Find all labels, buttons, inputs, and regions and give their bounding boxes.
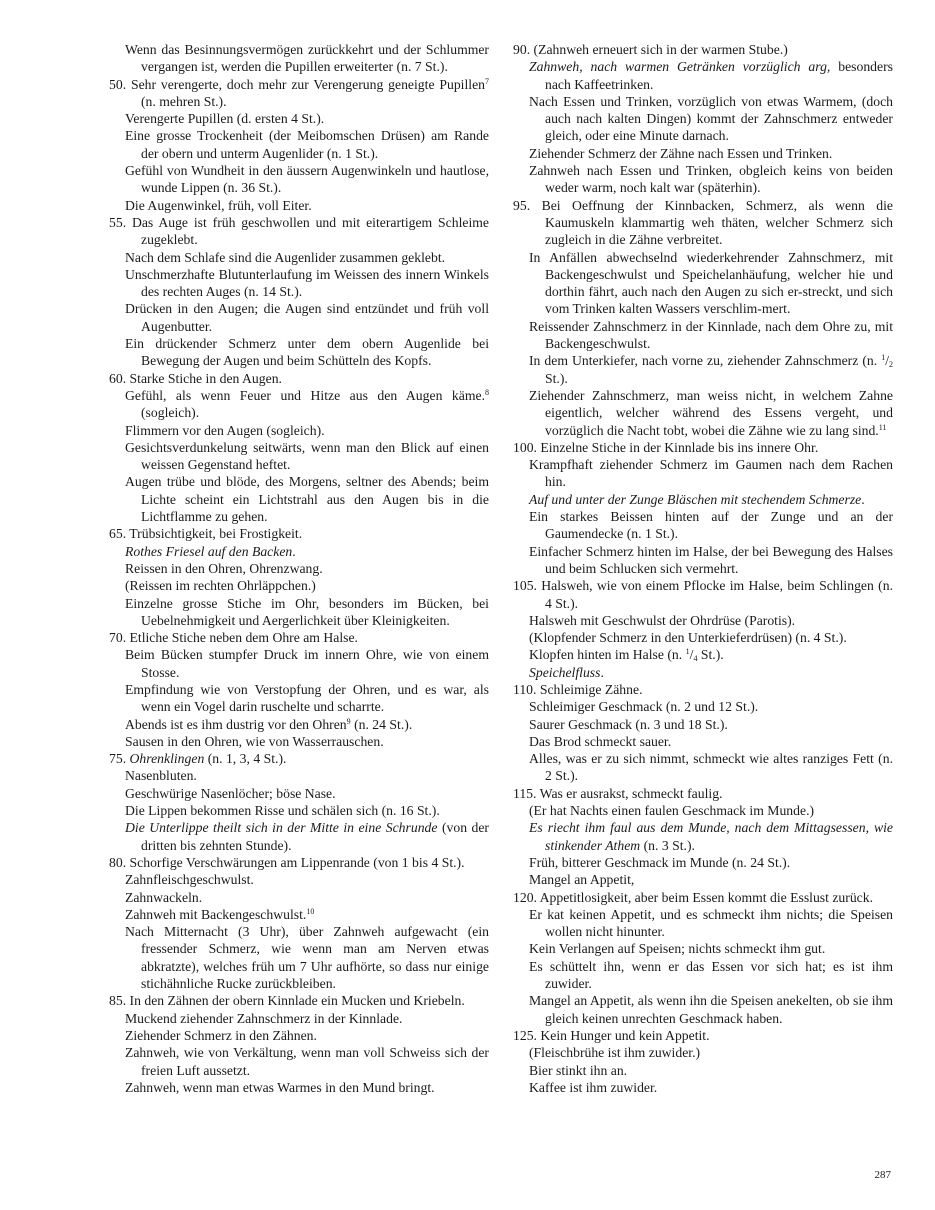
entry-text: 55. Das Auge ist früh geschwollen und mit eiterartigem Schleime zugeklebt. bbox=[109, 214, 489, 248]
entry-text: (n. mehren St.). bbox=[141, 93, 227, 109]
entry-text: . bbox=[861, 491, 865, 507]
symptom-entry bbox=[109, 595, 489, 630]
symptom-entry bbox=[109, 1010, 489, 1027]
entry-text: Sausen in den Ohren, wie von Wasserrauschen. bbox=[125, 733, 384, 749]
symptom-entry bbox=[109, 733, 489, 750]
entry-text: 65. Trübsichtigkeit, bei Frostigkeit. bbox=[109, 526, 303, 542]
italic-text: Die Unterlippe theilt sich in der Mitte in eine Schrunde bbox=[125, 820, 438, 836]
entry-text: In Anfällen abwechselnd wiederkehrender Zahnschmerz, mit Backengeschwulst und Speichelanhäufung, welcher hie und dorthin fährt, auch nach den Augen zu sich er-streckt, und sich vom Trinken kalten Wassers verschlim-mert. bbox=[529, 249, 893, 317]
symptom-entry bbox=[109, 767, 489, 784]
symptom-entry bbox=[109, 785, 489, 802]
italic-text: Rothes Friesel auf den Backen bbox=[125, 543, 293, 559]
entry-text: St.). bbox=[545, 370, 568, 386]
symptom-entry bbox=[109, 110, 489, 127]
symptom-entry bbox=[513, 456, 893, 491]
symptom-entry bbox=[109, 543, 489, 560]
entry-text: Kaffee ist ihm zuwider. bbox=[529, 1079, 658, 1095]
page-number: 287 bbox=[874, 1169, 891, 1181]
entry-text: Zahnwackeln. bbox=[125, 889, 203, 905]
numbered-entry bbox=[513, 41, 893, 58]
symptom-entry bbox=[513, 318, 893, 353]
entry-text: Gefühl von Wundheit in den äussern Augenwinkeln und hautlose, wunde Lippen (n. 36 St.). bbox=[125, 163, 489, 196]
numbered-entry bbox=[109, 214, 489, 249]
entry-text: Es schüttelt ihn, wenn er das Essen vor sich hat; es ist ihm zuwider. bbox=[529, 958, 893, 992]
numbered-entry bbox=[109, 76, 489, 111]
left-column bbox=[109, 41, 489, 1096]
right-column bbox=[513, 41, 893, 1096]
numbered-entry bbox=[109, 629, 489, 646]
numbered-entry bbox=[513, 197, 893, 249]
entry-text: Zahnweh nach Essen und Trinken, obgleich keins von beiden weder warm, noch kalt war (späterhin). bbox=[529, 163, 893, 196]
symptom-entry bbox=[109, 577, 489, 594]
numbered-entry bbox=[109, 750, 489, 767]
entry-text: Ziehender Schmerz der Zähne nach Essen und Trinken. bbox=[529, 145, 833, 161]
entry-text: 75. bbox=[109, 751, 130, 767]
symptom-entry bbox=[109, 266, 489, 301]
entry-text: 90. (Zahnweh erneuert sich in der warmen Stube.) bbox=[513, 42, 788, 57]
symptom-entry bbox=[109, 560, 489, 577]
entry-text: Das Brod schmeckt sauer. bbox=[529, 733, 672, 749]
entry-text: Reissender Zahnschmerz in der Kinnlade, nach dem Ohre zu, mit Backengeschwulst. bbox=[529, 318, 893, 352]
entry-text: Saurer Geschmack (n. 3 und 18 St.). bbox=[529, 716, 728, 732]
numbered-entry bbox=[513, 889, 893, 906]
entry-text: Muckend ziehender Zahnschmerz in der Kinnlade. bbox=[125, 1010, 403, 1026]
entry-text: Alles, was er zu sich nimmt, schmeckt wie altes ranziges Fett (n. 2 St.). bbox=[529, 751, 893, 784]
entry-text: Er kat keinen Appetit, und es schmeckt ihm nichts; die Speisen wollen nicht hinunter. bbox=[529, 906, 893, 940]
entry-text: Klopfen hinten im Halse (n. bbox=[529, 647, 686, 663]
footnote-ref: 9 bbox=[346, 716, 351, 726]
entry-text: Geschwürige Nasenlöcher; böse Nase. bbox=[125, 785, 336, 801]
entry-text: 125. Kein Hunger und kein Appetit. bbox=[513, 1027, 710, 1043]
entry-text: 120. Appetitlosigkeit, aber beim Essen kommt die Esslust zurück. bbox=[513, 889, 874, 905]
symptom-entry bbox=[513, 1079, 893, 1096]
symptom-entry bbox=[109, 1044, 489, 1079]
entry-text: 95. Bei Oeffnung der Kinnbacken, Schmerz, als wenn die Kaumuskeln klammartig weh thäten, welcher Schmerz sich zugleich in die Zähne verbreitet. bbox=[513, 197, 893, 248]
symptom-entry bbox=[513, 819, 893, 854]
entry-text: Die Augenwinkel, früh, voll Eiter. bbox=[125, 197, 312, 213]
entry-text: 70. Etliche Stiche neben dem Ohre am Halse. bbox=[109, 630, 358, 646]
entry-text: Mangel an Appetit, bbox=[529, 872, 635, 888]
entry-text: Nach Essen und Trinken, vorzüglich von etwas Warmem, (doch auch nach kalten Dingen) kommt der Zahnschmerz entweder gleich, oder eine Minute darnach. bbox=[529, 93, 893, 144]
entry-text: (Klopfender Schmerz in den Unterkieferdrüsen) (n. 4 St.). bbox=[529, 630, 847, 646]
entry-text: (Reissen im rechten Ohrläppchen.) bbox=[125, 578, 316, 594]
symptom-entry bbox=[513, 750, 893, 785]
entry-text: Reissen in den Ohren, Ohrenzwang. bbox=[125, 560, 323, 576]
footnote-ref: 7 bbox=[485, 76, 489, 86]
fraction bbox=[686, 647, 698, 662]
symptom-entry bbox=[109, 197, 489, 214]
entry-text: Krampfhaft ziehender Schmerz im Gaumen nach dem Rachen hin. bbox=[529, 457, 893, 490]
entry-text: (Fleischbrühe ist ihm zuwider.) bbox=[529, 1045, 701, 1061]
entry-text: 85. In den Zähnen der obern Kinnlade ein Mucken und Kriebeln. bbox=[109, 993, 465, 1009]
entry-text: Ein starkes Beissen hinten auf der Zunge und an der Gaumendecke (n. 1 St.). bbox=[529, 509, 893, 542]
symptom-entry bbox=[513, 352, 893, 387]
italic-text: Auf und unter der Zunge Bläschen mit stechendem Schmerze bbox=[529, 491, 862, 507]
entry-text: St.). bbox=[697, 647, 724, 663]
entry-text: 50. Sehr verengerte, doch mehr zur Verengerung geneigte Pupillen bbox=[109, 76, 485, 92]
footnote-ref: 8 bbox=[485, 387, 489, 397]
numbered-entry bbox=[513, 785, 893, 802]
entry-text: Augen trübe und blöde, des Morgens, seltner des Abends; beim Lichte scheint ein Lichtstrahl aus den Augen bis in die Lichtflamme zu gehen. bbox=[125, 474, 489, 525]
entry-text: Schleimiger Geschmack (n. 2 und 12 St.). bbox=[529, 699, 759, 715]
symptom-entry bbox=[109, 162, 489, 197]
symptom-entry bbox=[513, 58, 893, 93]
symptom-entry bbox=[513, 664, 893, 681]
entry-text: (n. 3 St.). bbox=[640, 837, 695, 853]
entry-text: 115. Was er ausrakst, schmeckt faulig. bbox=[513, 785, 723, 801]
numbered-entry bbox=[109, 854, 489, 871]
entry-text: Gesichtsverdunkelung seitwärts, wenn man den Blick auf einen weissen Gegenstand heftet. bbox=[125, 439, 489, 473]
entry-text: Eine grosse Trockenheit (der Meibomschen Drüsen) am Rande der obern und unterm Augenlider (n. 1 St.). bbox=[125, 128, 489, 161]
symptom-entry bbox=[109, 473, 489, 525]
symptom-entry bbox=[109, 1027, 489, 1044]
footnote-ref: 10 bbox=[306, 906, 315, 916]
fraction-slash: / bbox=[689, 647, 694, 663]
symptom-entry bbox=[513, 698, 893, 715]
entry-text: . bbox=[292, 543, 296, 559]
entry-text: (sogleich). bbox=[141, 405, 200, 421]
entry-text: Zahnweh mit Backengeschwulst. bbox=[125, 906, 307, 922]
symptom-entry bbox=[513, 145, 893, 162]
fraction-slash: / bbox=[885, 353, 889, 369]
entry-text: Halsweh mit Geschwulst der Ohrdrüse (Parotis). bbox=[529, 612, 796, 628]
fraction bbox=[881, 353, 893, 368]
symptom-entry bbox=[513, 387, 893, 439]
symptom-entry bbox=[513, 733, 893, 750]
entry-text: Zahnfleischgeschwulst. bbox=[125, 872, 254, 888]
symptom-entry bbox=[109, 387, 489, 422]
numbered-entry bbox=[513, 439, 893, 456]
symptom-entry bbox=[513, 871, 893, 888]
symptom-entry bbox=[109, 871, 489, 888]
symptom-entry bbox=[109, 439, 489, 474]
entry-text: 60. Starke Stiche in den Augen. bbox=[109, 370, 282, 386]
symptom-entry bbox=[513, 992, 893, 1027]
entry-text: Wenn das Besinnungsvermögen zurückkehrt und der Schlummer vergangen ist, werden die Pupillen erweiterter (n. 7 St.). bbox=[125, 42, 489, 75]
symptom-entry bbox=[513, 940, 893, 957]
symptom-entry bbox=[513, 612, 893, 629]
italic-text: Es riecht ihm faul aus dem Munde, nach dem Mittagsessen, wie stinkender Athem bbox=[529, 820, 893, 853]
symptom-entry bbox=[109, 300, 489, 335]
entry-text: Ziehender Zahnschmerz, man weiss nicht, in welchem Zahne eigentlich, welcher während des Essens vergeht, und vorzüglich die Nacht tobt, wobei die Zähne wie zu lang sind. bbox=[529, 387, 893, 438]
symptom-entry bbox=[513, 958, 893, 993]
fraction-denominator: 4 bbox=[693, 654, 698, 664]
entry-text: Abends ist es ihm dustrig vor den Ohren bbox=[125, 716, 347, 732]
symptom-entry bbox=[513, 249, 893, 318]
symptom-entry bbox=[513, 1044, 893, 1061]
entry-text: (n. 1, 3, 4 St.). bbox=[204, 751, 287, 767]
numbered-entry bbox=[109, 992, 489, 1009]
entry-text: Flimmern vor den Augen (sogleich). bbox=[125, 422, 325, 438]
symptom-entry bbox=[513, 162, 893, 197]
numbered-entry bbox=[513, 681, 893, 698]
entry-text: Unschmerzhafte Blutunterlaufung im Weissen des innern Winkels des rechten Auges (n. 14 St.). bbox=[125, 266, 489, 300]
symptom-entry bbox=[109, 335, 489, 370]
symptom-entry bbox=[109, 646, 489, 681]
symptom-entry bbox=[109, 802, 489, 819]
entry-text: Empfindung wie von Verstopfung der Ohren, und es war, als wenn ein Vogel darin ruschelte und scharrte. bbox=[125, 681, 489, 715]
symptom-entry bbox=[109, 422, 489, 439]
numbered-entry bbox=[109, 370, 489, 387]
entry-text: 80. Schorfige Verschwärungen am Lippenrande (von 1 bis 4 St.). bbox=[109, 854, 465, 870]
entry-text: Einzelne grosse Stiche im Ohr, besonders im Bücken, bei Uebelnehmigkeit und Aergerlichkeit über Kleinigkeiten. bbox=[125, 595, 489, 628]
entry-text: Verengerte Pupillen (d. ersten 4 St.). bbox=[125, 111, 325, 127]
entry-text: Früh, bitterer Geschmack im Munde (n. 24 St.). bbox=[529, 854, 791, 870]
symptom-entry bbox=[513, 93, 893, 145]
symptom-entry bbox=[109, 1079, 489, 1096]
symptom-entry bbox=[109, 906, 489, 923]
entry-text: Nach dem Schlafe sind die Augenlider zusammen geklebt. bbox=[125, 249, 446, 265]
entry-text: Kein Verlangen auf Speisen; nichts schmeckt ihm gut. bbox=[529, 941, 826, 957]
fraction-denominator: 2 bbox=[889, 360, 893, 370]
footnote-ref: 11 bbox=[878, 422, 887, 432]
entry-text: (Er hat Nachts einen faulen Geschmack im Munde.) bbox=[529, 803, 815, 819]
symptom-entry bbox=[513, 629, 893, 646]
symptom-entry bbox=[109, 889, 489, 906]
entry-text: Nach Mitternacht (3 Uhr), über Zahnweh aufgewacht (ein fressender Schmerz, wie wenn man am Nerven etwas abkratzte), welches früh um 7 Uhr aufhörte, so dass nur einige stichähnliche Rucke zurückbleiben. bbox=[125, 924, 489, 992]
entry-text: Ein drückender Schmerz unter dem obern Augenlide bei Bewegung der Augen und beim Schütteln des Kopfs. bbox=[125, 336, 489, 369]
entry-text: Drücken in den Augen; die Augen sind entzündet und früh voll Augenbutter. bbox=[125, 301, 489, 334]
entry-text: In dem Unterkiefer, nach vorne zu, ziehender Zahnschmerz (n. bbox=[529, 353, 882, 369]
symptom-entry bbox=[109, 923, 489, 992]
entry-text: Die Lippen bekommen Risse und schälen sich (n. 16 St.). bbox=[125, 803, 440, 819]
symptom-entry bbox=[513, 802, 893, 819]
numbered-entry bbox=[109, 525, 489, 542]
entry-text: Einfacher Schmerz hinten im Halse, der bei Bewegung des Halses und beim Schlucken sich vermehrt. bbox=[529, 543, 893, 576]
entry-text: Bier stinkt ihn an. bbox=[529, 1062, 628, 1078]
entry-text: 105. Halsweh, wie von einem Pflocke im Halse, beim Schlingen (n. 4 St.). bbox=[513, 578, 893, 611]
symptom-entry bbox=[513, 543, 893, 578]
italic-text: Ohrenklingen bbox=[129, 751, 205, 767]
symptom-entry bbox=[513, 491, 893, 508]
symptom-entry bbox=[109, 819, 489, 854]
symptom-entry bbox=[513, 508, 893, 543]
symptom-entry bbox=[513, 716, 893, 733]
italic-text: Zahnweh, nach warmen Getränken vorzüglich arg, bbox=[529, 59, 831, 75]
symptom-entry bbox=[513, 906, 893, 941]
entry-text: . bbox=[600, 664, 604, 680]
symptom-entry bbox=[109, 249, 489, 266]
numbered-entry bbox=[513, 577, 893, 612]
entry-text: Ziehender Schmerz in den Zähnen. bbox=[125, 1027, 317, 1043]
symptom-entry bbox=[109, 716, 489, 733]
entry-text: Gefühl, als wenn Feuer und Hitze aus den Augen käme. bbox=[125, 387, 485, 403]
entry-text: 100. Einzelne Stiche in der Kinnlade bis ins innere Ohr. bbox=[513, 439, 819, 455]
fraction-numerator: 1 bbox=[685, 647, 690, 657]
symptom-entry bbox=[513, 854, 893, 871]
entry-text: Beim Bücken stumpfer Druck im innern Ohre, wie von einem Stosse. bbox=[125, 647, 489, 680]
entry-text: Zahnweh, wie von Verkältung, wenn man voll Schweiss sich der freien Luft aussetzt. bbox=[125, 1045, 489, 1078]
entry-text: (von der dritten bis zehnten Stunde). bbox=[141, 820, 489, 853]
symptom-entry bbox=[513, 1062, 893, 1079]
entry-text: 110. Schleimige Zähne. bbox=[513, 681, 643, 697]
italic-text: Speichelfluss bbox=[529, 664, 601, 680]
symptom-entry bbox=[109, 681, 489, 716]
entry-text: Zahnweh, wenn man etwas Warmes in den Mund bringt. bbox=[125, 1079, 435, 1095]
symptom-entry bbox=[109, 127, 489, 162]
entry-text: Nasenbluten. bbox=[125, 768, 197, 784]
symptom-entry bbox=[513, 646, 893, 663]
entry-text: Mangel an Appetit, als wenn ihn die Speisen anekelten, ob sie ihm gleich keinen unrechten Geschmack haben. bbox=[529, 993, 893, 1026]
entry-text: (n. 24 St.). bbox=[350, 716, 413, 732]
fraction-numerator: 1 bbox=[881, 353, 886, 363]
entry-text: besonders nach Kaffeetrinken. bbox=[545, 59, 893, 92]
symptom-entry bbox=[109, 41, 489, 76]
numbered-entry bbox=[513, 1027, 893, 1044]
